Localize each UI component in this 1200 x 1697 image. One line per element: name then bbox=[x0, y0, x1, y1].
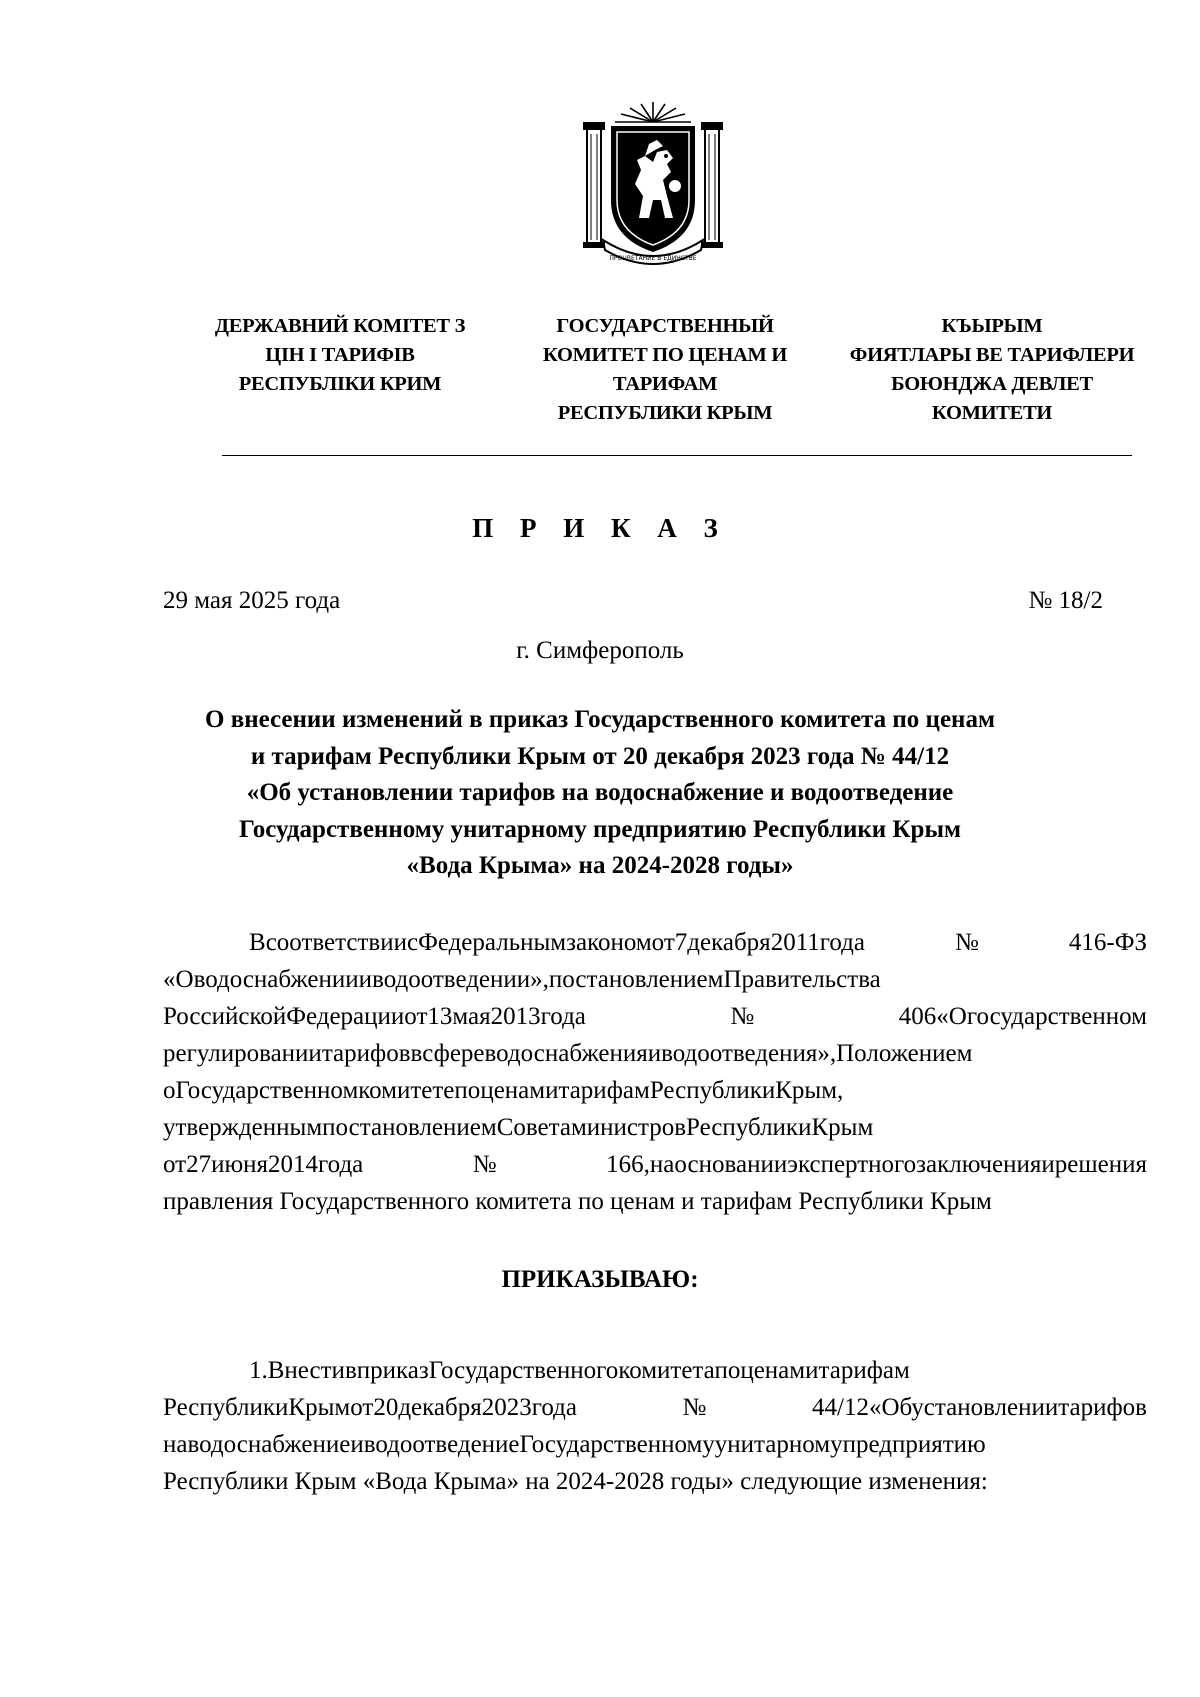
header-russian bbox=[515, 312, 815, 428]
svg-text:ПРОЦВЕТАНИЕ В ЕДИНСТВЕ: ПРОЦВЕТАНИЕ В ЕДИНСТВЕ bbox=[609, 255, 697, 262]
preamble-line: от27июня2014года№166,наоснованииэкспертногозаключенияирешения bbox=[163, 1151, 1147, 1178]
item-1-paragraph bbox=[163, 1352, 1147, 1500]
document-number: № 18/2 bbox=[1028, 587, 1103, 614]
subject-line: «Об установлении тарифов на водоснабжение и водоотведение bbox=[246, 779, 954, 806]
item-1-line: РеспубликиКрымот20декабря2023года№44/12«Обустановлениитарифов bbox=[163, 1394, 1147, 1421]
order-word: ПРИКАЗЫВАЮ: bbox=[501, 1266, 699, 1293]
header-ua-line: ДЕРЖАВНИЙ КОМІТЕТ З bbox=[214, 315, 466, 337]
preamble-line: утвержденнымпостановлениемСоветаминистровРеспубликиКрым bbox=[163, 1114, 874, 1141]
preamble-line: ВсоответствиисФедеральнымзакономот7декабря2011года№416-ФЗ bbox=[249, 929, 1147, 956]
subject-line: «Вода Крыма» на 2024-2028 годы» bbox=[406, 852, 794, 879]
header-ru-line: РЕСПУБЛИКИ КРЫМ bbox=[557, 402, 773, 424]
subject-line: О внесении изменений в приказ Государственного комитета по ценам bbox=[205, 706, 995, 733]
crimea-coat-of-arms-icon bbox=[583, 100, 723, 270]
item-1-line: наводоснабжениеиводоотведениеГосударственномуунитарномупредприятию bbox=[163, 1431, 986, 1458]
document-title: П Р И К А З bbox=[472, 513, 728, 543]
item-1-line: Республики Крым «Вода Крыма» на 2024-2028 годы» следующие изменения: bbox=[163, 1468, 988, 1495]
preamble-paragraph bbox=[163, 924, 1147, 1220]
header-divider bbox=[222, 455, 1132, 456]
document-subject bbox=[130, 702, 1070, 885]
header-ru-line: КОМИТЕТ ПО ЦЕНАМ И bbox=[542, 344, 788, 366]
preamble-line: «Оводоснабжениииводоотведении»,постановлениемПравительства bbox=[163, 966, 881, 993]
preamble-line: правления Государственного комитета по ценам и тарифам Республики Крым bbox=[163, 1188, 992, 1215]
header-crimean-tatar bbox=[832, 312, 1152, 428]
header-ru-line: ГОСУДАРСТВЕННЫЙ bbox=[556, 315, 774, 337]
header-ua-line: ЦІН І ТАРИФІВ bbox=[265, 344, 415, 366]
item-1-line: 1.ВнестивприказГосударственногокомитетапоценамитарифам bbox=[249, 1357, 910, 1384]
header-crh-line: ФИЯТЛАРЫ ВЕ ТАРИФЛЕРИ bbox=[849, 344, 1135, 366]
header-crh-line: КЪЫРЫМ bbox=[941, 315, 1043, 337]
document-date: 29 мая 2025 года bbox=[163, 587, 341, 614]
preamble-line: оГосударственномкомитетепоценамитарифамРеспубликиКрым, bbox=[163, 1077, 844, 1104]
header-crh-line: БОЮНДЖА ДЕВЛЕТ bbox=[891, 373, 1093, 395]
preamble-line: регулированиитарифоввсфереводоснабженияиводоотведения»,Положением bbox=[163, 1040, 973, 1067]
preamble-line: РоссийскойФедерацииот13мая2013года№406«Огосударственном bbox=[163, 1003, 1147, 1030]
subject-line: и тарифам Республики Крым от 20 декабря 2023 года № 44/12 bbox=[250, 742, 950, 770]
header-ukrainian bbox=[190, 312, 490, 399]
header-ua-line: РЕСПУБЛІКИ КРИМ bbox=[238, 373, 442, 395]
document-city: г. Симферополь bbox=[516, 637, 684, 664]
header-ru-line: ТАРИФАМ bbox=[612, 373, 718, 395]
subject-line: Государственному унитарному предприятию Республики Крым bbox=[239, 815, 961, 843]
header-crh-line: КОМИТЕТИ bbox=[931, 402, 1053, 424]
